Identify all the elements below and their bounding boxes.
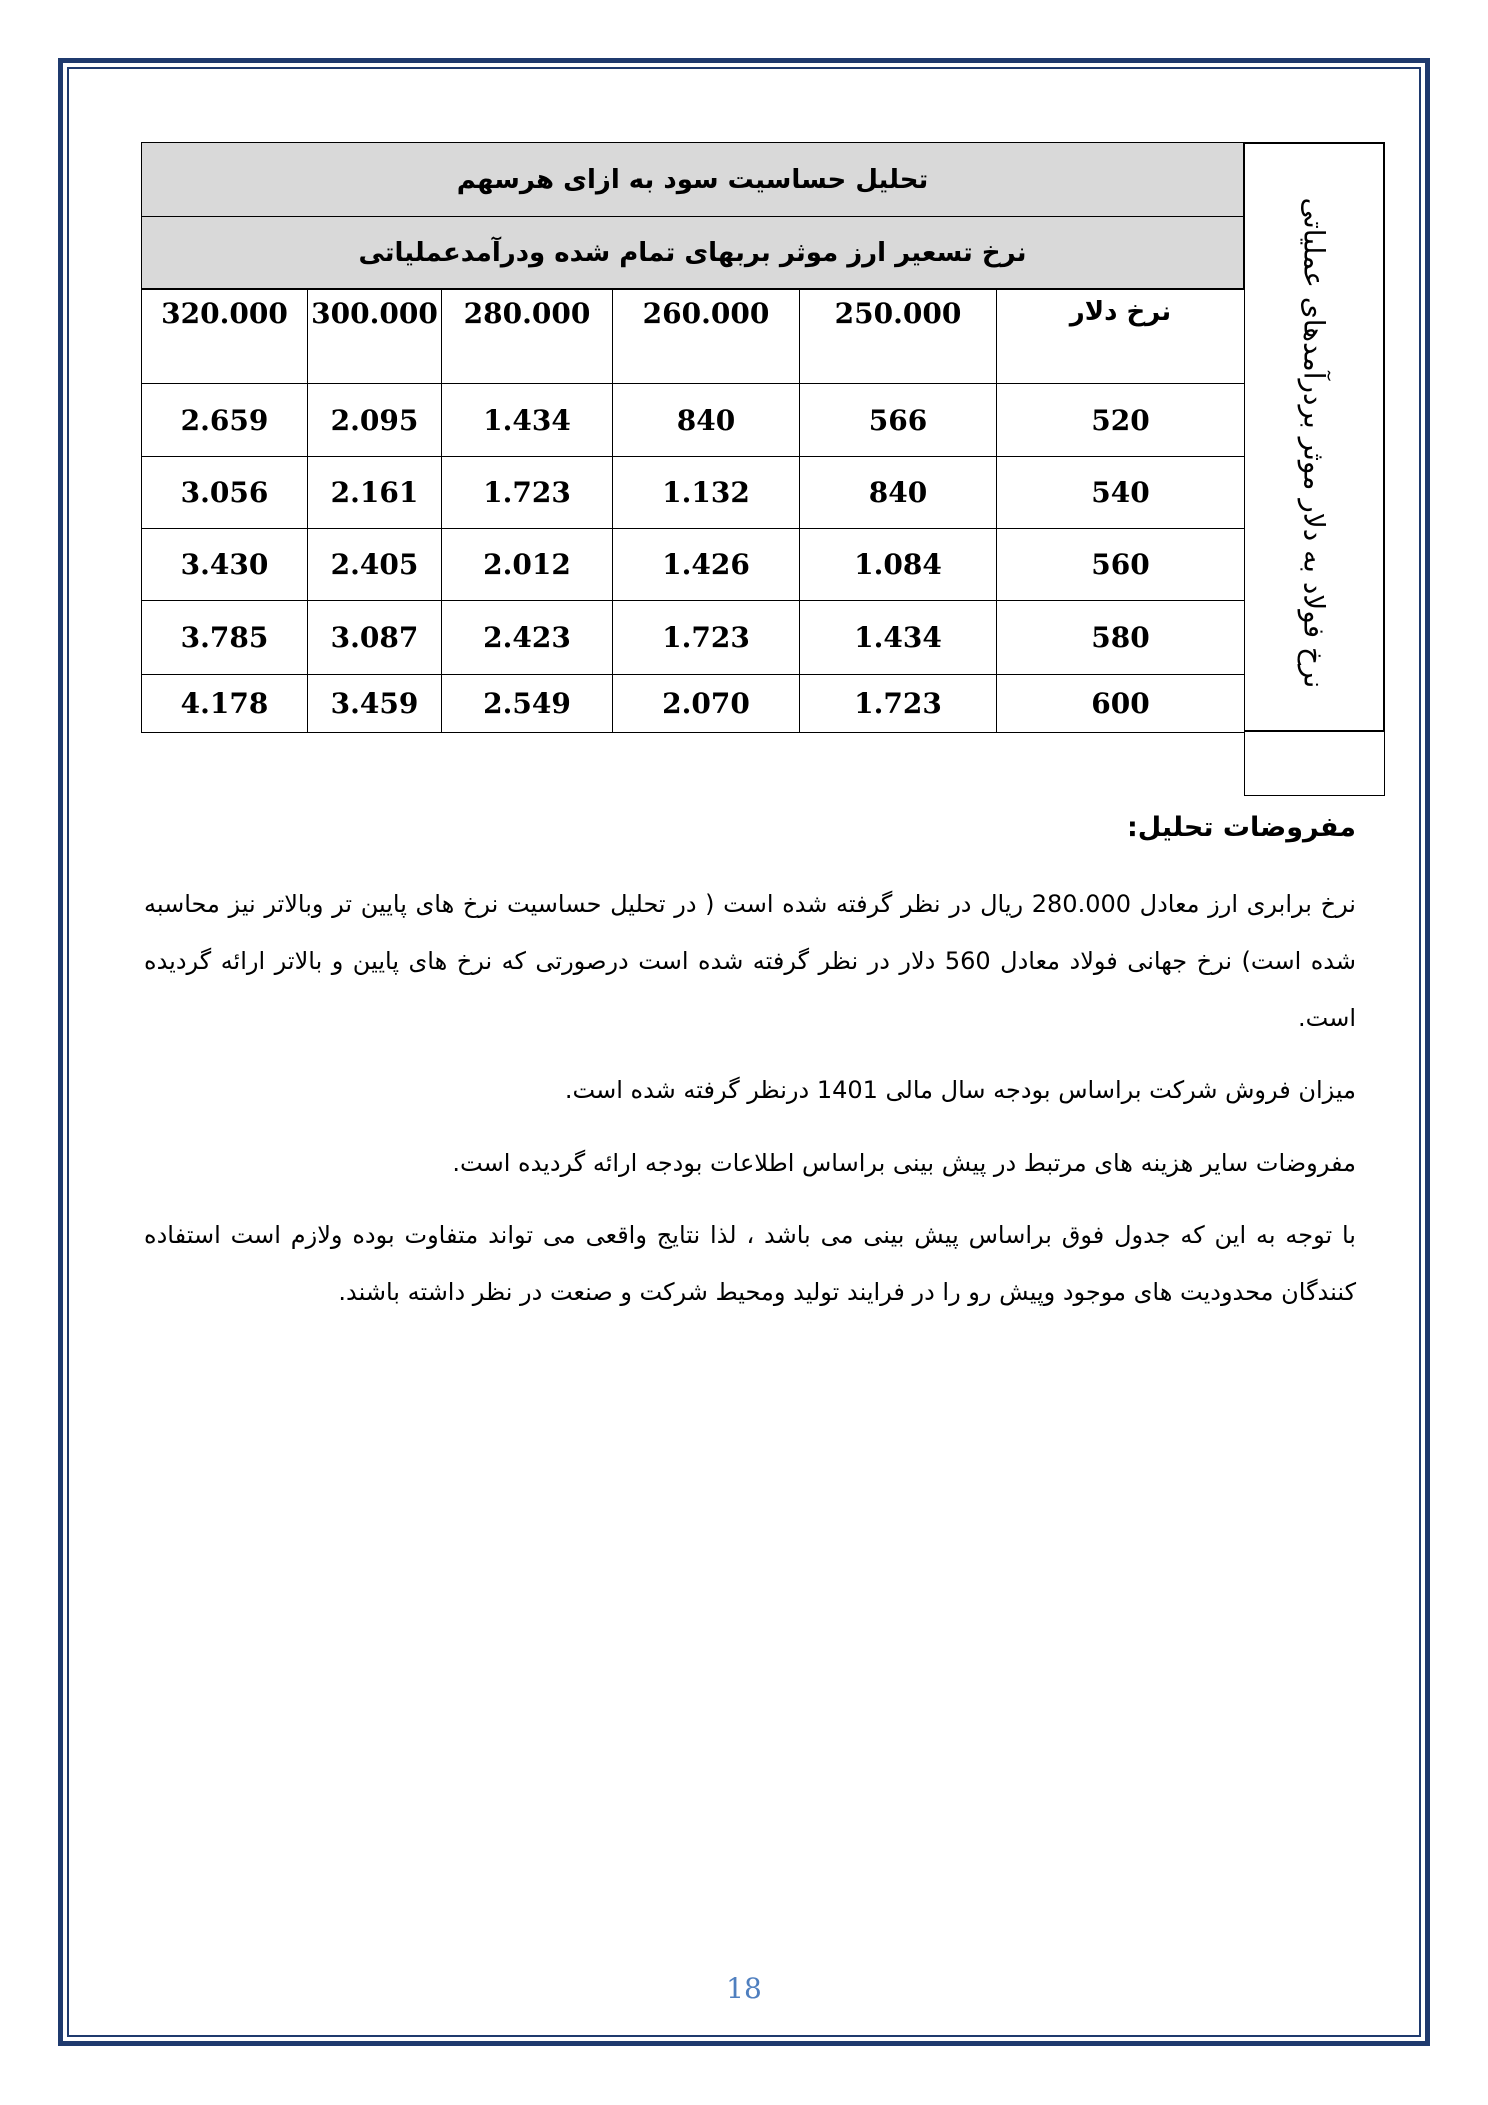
table-cell: 1.132 [612,456,800,529]
table-cell: 1.723 [799,674,997,733]
table-cell: 2.012 [441,528,613,601]
page-number: 18 [726,1972,762,2005]
assumption-paragraph: نرخ برابری ارز معادل 280.000 ریال در نظر گرفته شده است ( در تحلیل حساسیت نرخ های پایین تر وبالاتر نیز محاسبه شده است) نرخ جهانی فولاد معادل 560 دلار در نظر گرفته شده است درصورتی که نرخ های پایین و بالاتر ارائه گردیده است. [144,890,1356,1032]
assumption-paragraph: مفروضات سایر هزینه های مرتبط در پیش بینی براساس اطلاعات بودجه ارائه گردیده است. [452,1149,1356,1177]
assumption-paragraph: میزان فروش شرکت براساس بودجه سال مالی 1401 درنظر گرفته شده است. [564,1076,1356,1104]
table-cell: 2.161 [307,456,442,529]
table-cell: 1.434 [799,600,997,675]
table-cell: 3.430 [141,528,308,601]
table-cell: 1.084 [799,528,997,601]
table-cell: 1.434 [441,383,613,457]
table-cell: 3.087 [307,600,442,675]
column-header: 260.000 [612,288,800,384]
table-cell: 566 [799,383,997,457]
table-subtitle: نرخ تسعیر ارز موثر بربهای تمام شده ودرآمدعملیاتی [141,216,1244,290]
column-header: 320.000 [141,288,308,384]
table-cell: 4.178 [141,674,308,733]
sensitivity-table [141,142,1244,732]
assumptions-title: مفروضات تحلیل: [1126,812,1356,843]
column-header: 300.000 [307,288,442,384]
table-cell: 2.659 [141,383,308,457]
row-header-rate: 600 [996,674,1245,733]
table-cell: 840 [799,456,997,529]
row-header-rate: 580 [996,600,1245,675]
assumption-paragraph: با توجه به این که جدول فوق براساس پیش بینی می باشد ، لذا نتایج واقعی می تواند متفاوت بوده ولازم است استفاده کنندگان محدودیت های موجود وپیش رو را در فرایند تولید ومحیط شرکت و صنعت در نظر داشته باشند. [144,1221,1356,1306]
column-header: 280.000 [441,288,613,384]
table-cell: 1.723 [612,600,800,675]
table-cell: 3.056 [141,456,308,529]
table-cell: 3.785 [141,600,308,675]
table-title: تحلیل حساسیت سود به ازای هرسهم [141,142,1244,217]
table-cell: 2.095 [307,383,442,457]
table-cell: 3.459 [307,674,442,733]
table-cell: 1.426 [612,528,800,601]
column-header: 250.000 [799,288,997,384]
side-label: نرخ فولاد به دلار موثر بردرآمدهای عملیاتی [1297,197,1331,689]
corner-label: نرخ دلار [996,288,1245,384]
table-cell: 2.549 [441,674,613,733]
row-header-rate: 520 [996,383,1245,457]
row-header-rate: 540 [996,456,1245,529]
table-cell: 2.070 [612,674,800,733]
table-cell: 2.405 [307,528,442,601]
row-header-rate: 560 [996,528,1245,601]
table-cell: 1.723 [441,456,613,529]
table-cell: 2.423 [441,600,613,675]
side-label-extension [1244,732,1385,796]
table-cell: 840 [612,383,800,457]
